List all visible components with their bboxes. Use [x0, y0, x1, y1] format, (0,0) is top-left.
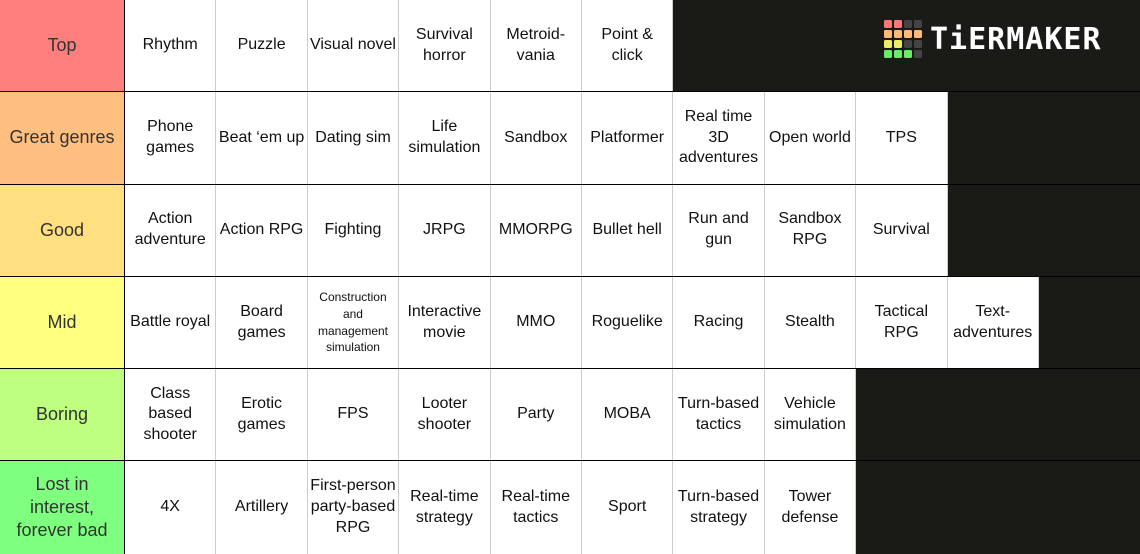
- tier-row: [0, 92, 1140, 184]
- tier-item[interactable]: Roguelike: [582, 277, 673, 368]
- logo-square: [904, 20, 912, 28]
- tier-items: [125, 0, 673, 91]
- tier-item[interactable]: Action RPG: [216, 185, 307, 276]
- tier-item[interactable]: Real-time tactics: [491, 461, 582, 553]
- tier-label[interactable]: Lost in interest, forever bad: [0, 461, 125, 553]
- logo-square: [894, 40, 902, 48]
- tier-item[interactable]: Party: [491, 369, 582, 460]
- tier-item[interactable]: Battle royal: [125, 277, 216, 368]
- tier-item[interactable]: 4X: [125, 461, 216, 553]
- tier-item[interactable]: Survival horror: [399, 0, 490, 91]
- tier-row: [0, 185, 1140, 277]
- tier-items: [125, 369, 856, 460]
- tier-item[interactable]: Tower defense: [765, 461, 856, 553]
- tier-item[interactable]: Life simulation: [399, 92, 490, 183]
- tier-item[interactable]: Erotic games: [216, 369, 307, 460]
- tier-item[interactable]: Board games: [216, 277, 307, 368]
- tier-label[interactable]: Top: [0, 0, 125, 91]
- tier-item[interactable]: Visual novel: [308, 0, 399, 91]
- tier-label[interactable]: Great genres: [0, 92, 125, 183]
- tier-item[interactable]: Class based shooter: [125, 369, 216, 460]
- logo-square: [904, 50, 912, 58]
- logo-square: [914, 40, 922, 48]
- tier-item[interactable]: Artillery: [216, 461, 307, 553]
- logo-square: [894, 50, 902, 58]
- logo-square: [914, 50, 922, 58]
- tier-item[interactable]: Run and gun: [673, 185, 764, 276]
- logo-square: [914, 30, 922, 38]
- tier-item[interactable]: Interactive movie: [399, 277, 490, 368]
- tier-label[interactable]: Good: [0, 185, 125, 276]
- tier-item[interactable]: Rhythm: [125, 0, 216, 91]
- tier-items: [125, 461, 856, 553]
- tier-item[interactable]: JRPG: [399, 185, 490, 276]
- tier-item[interactable]: Point & click: [582, 0, 673, 91]
- logo-square: [904, 30, 912, 38]
- tier-item[interactable]: Turn-based strategy: [673, 461, 764, 553]
- tier-item[interactable]: Tactical RPG: [856, 277, 947, 368]
- tier-item[interactable]: Construction and management simulation: [308, 277, 399, 368]
- logo-square: [884, 40, 892, 48]
- tier-items: [125, 92, 948, 183]
- tier-item[interactable]: Vehicle simulation: [765, 369, 856, 460]
- tier-item[interactable]: Racing: [673, 277, 764, 368]
- tier-item[interactable]: MMORPG: [491, 185, 582, 276]
- logo-square: [884, 50, 892, 58]
- tier-items: [125, 277, 1039, 368]
- logo-square: [914, 20, 922, 28]
- tier-item[interactable]: Stealth: [765, 277, 856, 368]
- tier-item[interactable]: Beat ‘em up: [216, 92, 307, 183]
- tier-item[interactable]: First-person party-based RPG: [308, 461, 399, 553]
- logo-square: [884, 20, 892, 28]
- tier-label[interactable]: Boring: [0, 369, 125, 460]
- tier-item[interactable]: Sport: [582, 461, 673, 553]
- tier-item[interactable]: Survival: [856, 185, 947, 276]
- tier-item[interactable]: Dating sim: [308, 92, 399, 183]
- tier-label[interactable]: Mid: [0, 277, 125, 368]
- tiermaker-logo: [884, 20, 1102, 58]
- tier-item[interactable]: Open world: [765, 92, 856, 183]
- tier-item[interactable]: Bullet hell: [582, 185, 673, 276]
- tier-items: [125, 185, 948, 276]
- tier-item[interactable]: TPS: [856, 92, 947, 183]
- logo-square: [894, 30, 902, 38]
- tier-row: [0, 461, 1140, 553]
- tier-item[interactable]: Looter shooter: [399, 369, 490, 460]
- tier-item[interactable]: Sandbox: [491, 92, 582, 183]
- logo-square: [884, 30, 892, 38]
- tier-item[interactable]: FPS: [308, 369, 399, 460]
- logo-grid-icon: [884, 20, 922, 58]
- tier-item[interactable]: Action adventure: [125, 185, 216, 276]
- tier-item[interactable]: Text-adventures: [948, 277, 1039, 368]
- tier-item[interactable]: MMO: [491, 277, 582, 368]
- tier-item[interactable]: Puzzle: [216, 0, 307, 91]
- tier-item[interactable]: Sandbox RPG: [765, 185, 856, 276]
- logo-text: TiERMAKER: [930, 21, 1102, 57]
- tier-row: [0, 277, 1140, 369]
- tier-item[interactable]: Real-time strategy: [399, 461, 490, 553]
- logo-square: [894, 20, 902, 28]
- tier-item[interactable]: Phone games: [125, 92, 216, 183]
- tier-item[interactable]: Fighting: [308, 185, 399, 276]
- tier-item[interactable]: Real time 3D adventures: [673, 92, 764, 183]
- logo-square: [904, 40, 912, 48]
- tier-row: [0, 369, 1140, 461]
- tier-item[interactable]: Metroid-vania: [491, 0, 582, 91]
- tier-item[interactable]: Platformer: [582, 92, 673, 183]
- tier-item[interactable]: MOBA: [582, 369, 673, 460]
- tier-item[interactable]: Turn-based tactics: [673, 369, 764, 460]
